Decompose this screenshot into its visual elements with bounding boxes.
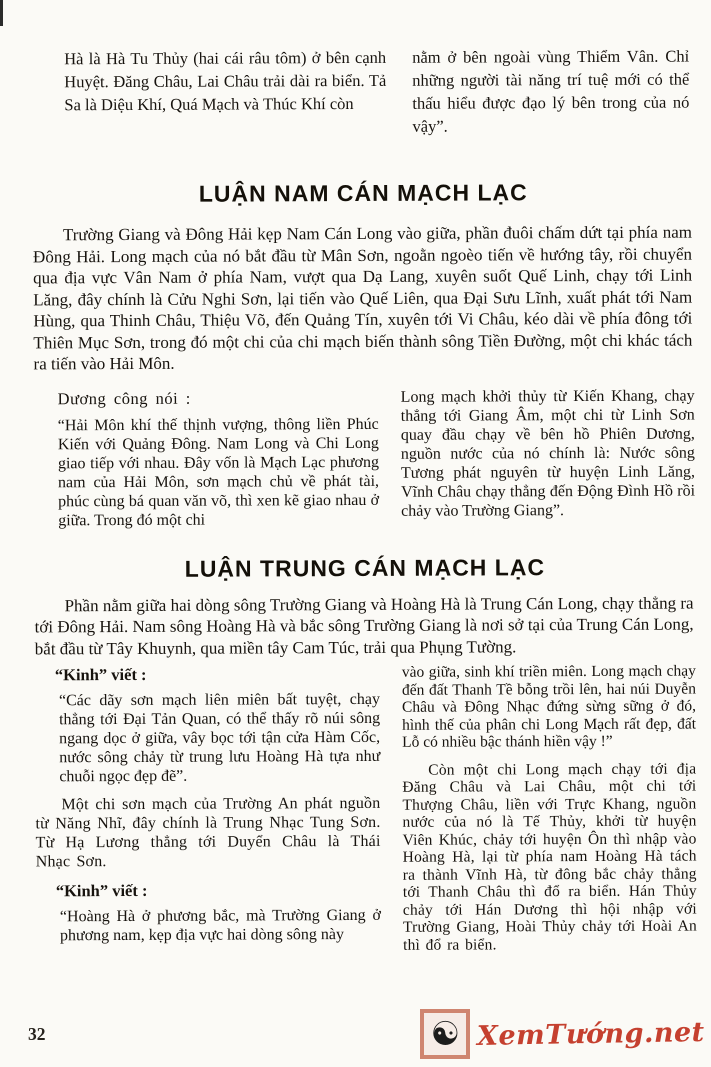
nam-quote-right: Long mạch khởi thủy từ Kiến Khang, chạy thẳng tới Giang Âm, một chi từ Linh Sơn quay đầu chạy về bên hồ Phiên Dương, nguồn nước của nó chính là: Nước sông Tương phát nguyên từ huyện Linh Lăng, Vĩnh Châu chạy thẳng đến Động Đình Hồ rồi chảy vào Trường Giang”.	[400, 387, 696, 520]
page-number: 32	[28, 1024, 46, 1044]
nam-quote-left: “Hải Môn khí thế thịnh vượng, thông liền Phúc Kiến với Quảng Đông. Nam Long và Chi Long giao tiếp với nhau. Đây vốn là Mạch Lạc phương nam của Hải Môn, sơn mạch chủ về phát tài, phúc cùng bá quan văn võ, thì xen kẽ giao nhau ở giữa. Trong đó một chi	[57, 415, 380, 529]
trung-right-paragraph: Còn một chi Long mạch chạy tới địa Đăng Châu và Lai Châu, một chi tới Thượng Châu, liền với Trực Khang, nguồn nước của nó là Tế Thủy, khởi từ huyện Viên Khúc, chảy tới huyện Ôn thì nhập vào Hoàng Hà, lại từ phía nam Hoàng Hà tách ra thành Vĩnh Hà, từ đông bắc chảy thẳng tới Thanh Châu thì đổ ra biển. Hán Thủy chảy tới Hán Dương thì hội nhập với Trường Giang, Hoài Thủy chảy tới Hoài An thì đổ ra biển.	[402, 760, 697, 954]
kinh-viet-label-1: “Kinh” viết :	[54, 664, 147, 685]
xemtuong-watermark	[420, 1009, 705, 1059]
top-right-column-text: nằm ở bên ngoài vùng Thiểm Vân. Chỉ những người tài năng trí tuệ mới có thể thấu hiểu được đạo lý bên trong của nó vậy”.	[412, 46, 690, 136]
yin-yang-icon: ☯	[430, 1013, 461, 1053]
trung-quote-2: “Hoàng Hà ở phương bắc, mà Trường Giang ở phương nam, kẹp địa vực hai dòng sông này	[59, 906, 381, 945]
trung-right-continuation: vào giữa, sinh khí triền miên. Long mạch chạy đến đất Thanh Tề bỗng trồi lên, hai núi Duyễn Châu và Đông Nhạc đứng sừng sững ở đó, hình thế của phân chi Long Mạch rất đẹp, đất Lỗ có nhiều bậc thánh hiền vậy !”	[401, 662, 697, 751]
trung-two-column-block	[35, 663, 697, 956]
trung-right-column	[402, 663, 697, 954]
nam-right-column	[401, 386, 696, 528]
truong-an-paragraph: Một chi sơn mạch của Trường An phát nguồn từ Năng Nhĩ, đây chính là Trung Nhạc Tung Sơn. Từ Hạ Lương thẳng tới Duyển Châu là Thái Nhạc Sơn.	[35, 794, 381, 871]
section-heading-nam: LUẬN NAM CÁN MẠCH LẠC	[198, 179, 528, 207]
section-heading-trung: LUẬN TRUNG CÁN MẠCH LẠC	[184, 553, 546, 582]
nam-left-column	[34, 387, 380, 530]
kinh-viet-label-2: “Kinh” viết :	[55, 880, 148, 901]
yinyang-logo-frame	[420, 1009, 470, 1059]
nam-two-column-block	[34, 386, 696, 530]
trung-intro-paragraph: Phần nằm giữa hai dòng sông Trường Giang và Hoàng Hà là Trung Cán Long, chạy thẳng ra tới Đông Hải. Nam sông Hoàng Hà và bắc sông Trường Giang là nơi sở tại của Trung Cán Long, bắt đầu từ Tây Khuynh, qua miền tây Cam Túc, trải qua Phụng Tường.	[34, 593, 694, 658]
top-carryover-section	[32, 45, 693, 140]
xemtuong-logo-text: XemTướng.net	[477, 1016, 706, 1052]
trung-left-column	[35, 664, 381, 956]
nam-intro-paragraph: Trường Giang và Đông Hải kẹp Nam Cán Long vào giữa, phần đuôi chấm dứt tại phía nam Đông Hải. Long mạch của nó bắt đầu từ Mân Sơn, ngoằn ngoèo tiến về hướng tây, rồi chuyển qua địa vực Vân Nam ở phía Nam, vượt qua Dạ Lang, xuyên suốt Quế Linh, chạy tới Linh Lăng, đây chính là Cửu Nghi Sơn, lại tiến vào Quế Liên, qua Đại Sưu Lĩnh, xuất phát tới Nam Hùng, qua Thinh Châu, Thiệu Võ, đến Quảng Tín, xuyên tới Vi Châu, kéo dài về phía đông tới Thiên Mục Sơn, trong đó một chi của chi mạch biến thành sông Tiền Đường, một chi khác tách ra tiến vào Hải Môn.	[32, 222, 693, 374]
top-left-column-text: Hà là Hà Tu Thủy (hai cái râu tôm) ở bên cạnh Huyệt. Đăng Châu, Lai Châu trải dài ra biển. Tả Sa là Diệu Khí, Quá Mạch và Thúc Khí còn	[64, 47, 387, 115]
trung-quote-1: “Các dãy sơn mạch liên miên bất tuyệt, chạy thẳng tới Đại Tản Quan, có thể thấy rõ núi sông ngang dọc ở giữa, vây bọc tới tận cửa Hàm Cốc, nước sông chảy từ trung lưu Hoàng Hà tựa như chuỗi ngọc đẹp đẽ”.	[58, 690, 381, 786]
nam-speaker-line: Dương công nói :	[57, 388, 191, 408]
